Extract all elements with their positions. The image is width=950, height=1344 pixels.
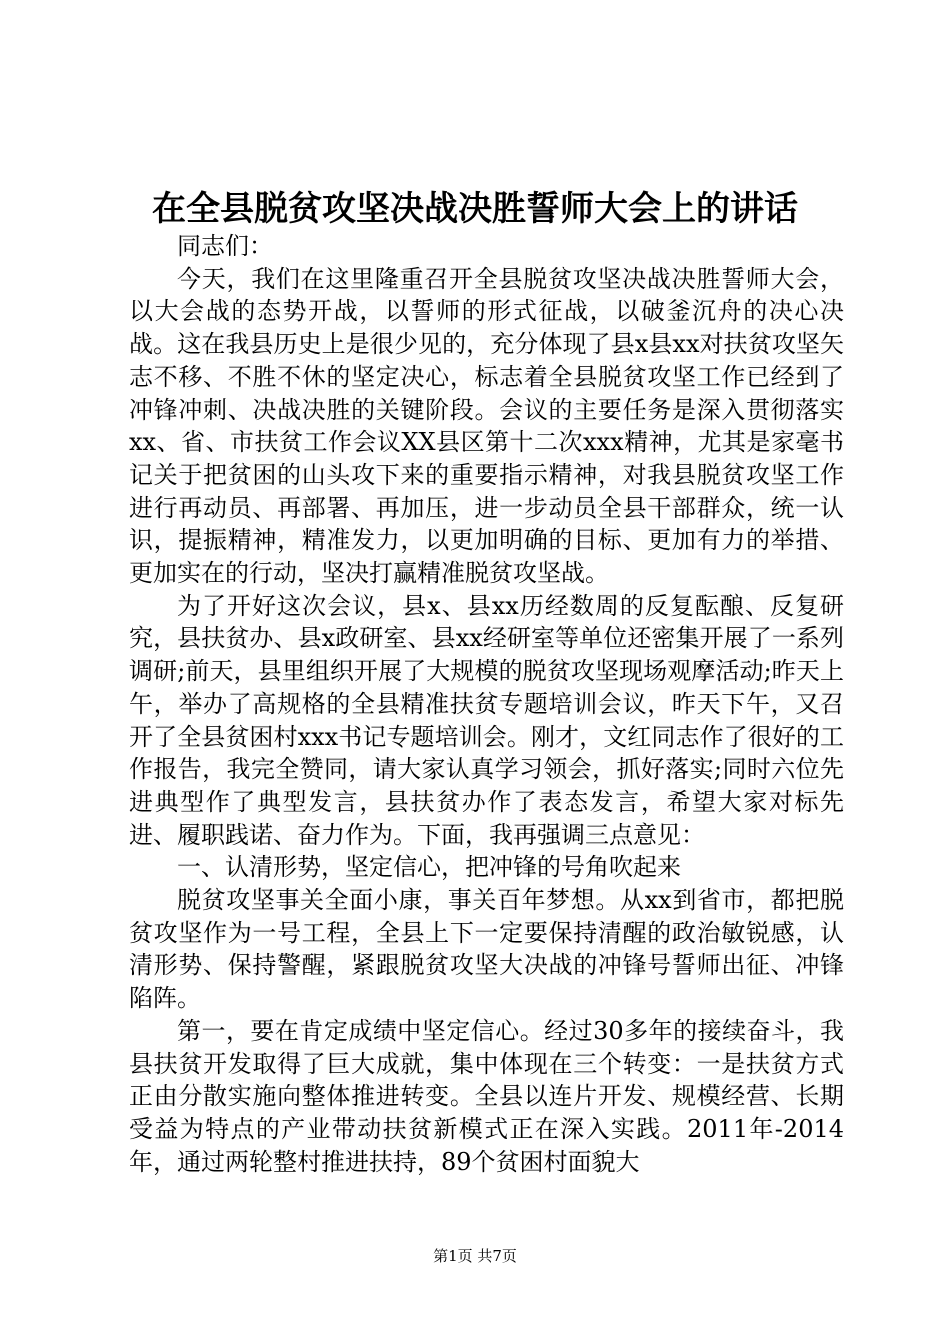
paragraph-section-1-intro: 脱贫攻坚事关全面小康，事关百年梦想。从xx到省市，都把脱贫攻坚作为一号工程，全县上下一定要保持清醒的政治敏锐感，认清形势、保持警醒，紧跟脱贫攻坚大决战的冲锋号誓师出征、冲锋陷阵。: [129, 886, 844, 1013]
document-title: 在全县脱贫攻坚决战决胜誓师大会上的讲话: [152, 189, 798, 229]
paragraph-opening: 今天，我们在这里隆重召开全县脱贫攻坚决战决胜誓师大会，以大会战的态势开战，以誓师的形式征战，以破釜沉舟的决心决战。这在我县历史上是很少见的，充分体现了县x县xx对扶贫攻坚矢志不移、不胜不休的坚定决心，标志着全县脱贫攻坚工作已经到了冲锋冲刺、决战决胜的关键阶段。会议的主要任务是深入贯彻落实xx、省、市扶贫工作会议XX县区第十二次xxx精神，尤其是家毫书记关于把贫困的山头攻下来的重要指示精神，对我县脱贫攻坚工作进行再动员、再部署、再加压，进一步动员全县干部群众，统一认识，提振精神，精准发力，以更加明确的目标、更加有力的举措、更加实在的行动，坚决打赢精准脱贫攻坚战。: [129, 264, 844, 588]
paragraph-salutation: 同志们：: [177, 232, 273, 260]
page-number: 第1页 共7页: [433, 1247, 517, 1265]
section-heading-1: 一、认清形势，坚定信心，把冲锋的号角吹起来: [177, 853, 681, 882]
paragraph-preparation: 为了开好这次会议，县x、县xx历经数周的反复酝酿、反复研究，县扶贫办、县x政研室、县xx经研室等单位还密集开展了一系列调研;前天，县里组织开展了大规模的脱贫攻坚现场观摩活动;昨天上午，举办了高规格的全县精准扶贫专题培训会议，昨天下午，又召开了全县贫困村xxx书记专题培训会。刚才，文红同志作了很好的工作报告，我完全赞同，请大家认真学习领会，抓好落实;同时六位先进典型作了典型发言，县扶贫办作了表态发言，希望大家对标先进、履职践诺、奋力作为。下面，我再强调三点意见：: [129, 591, 844, 849]
paragraph-first-point: 第一，要在肯定成绩中坚定信心。经过30多年的接续奋斗，我县扶贫开发取得了巨大成就，集中体现在三个转变：一是扶贫方式正由分散实施向整体推进转变。全县以连片开发、规模经营、长期受益为特点的产业带动扶贫新模式正在深入实践。2011年-2014年，通过两轮整村推进扶持，89个贫困村面貌大: [129, 1016, 844, 1176]
document-body: [129, 230, 844, 1178]
